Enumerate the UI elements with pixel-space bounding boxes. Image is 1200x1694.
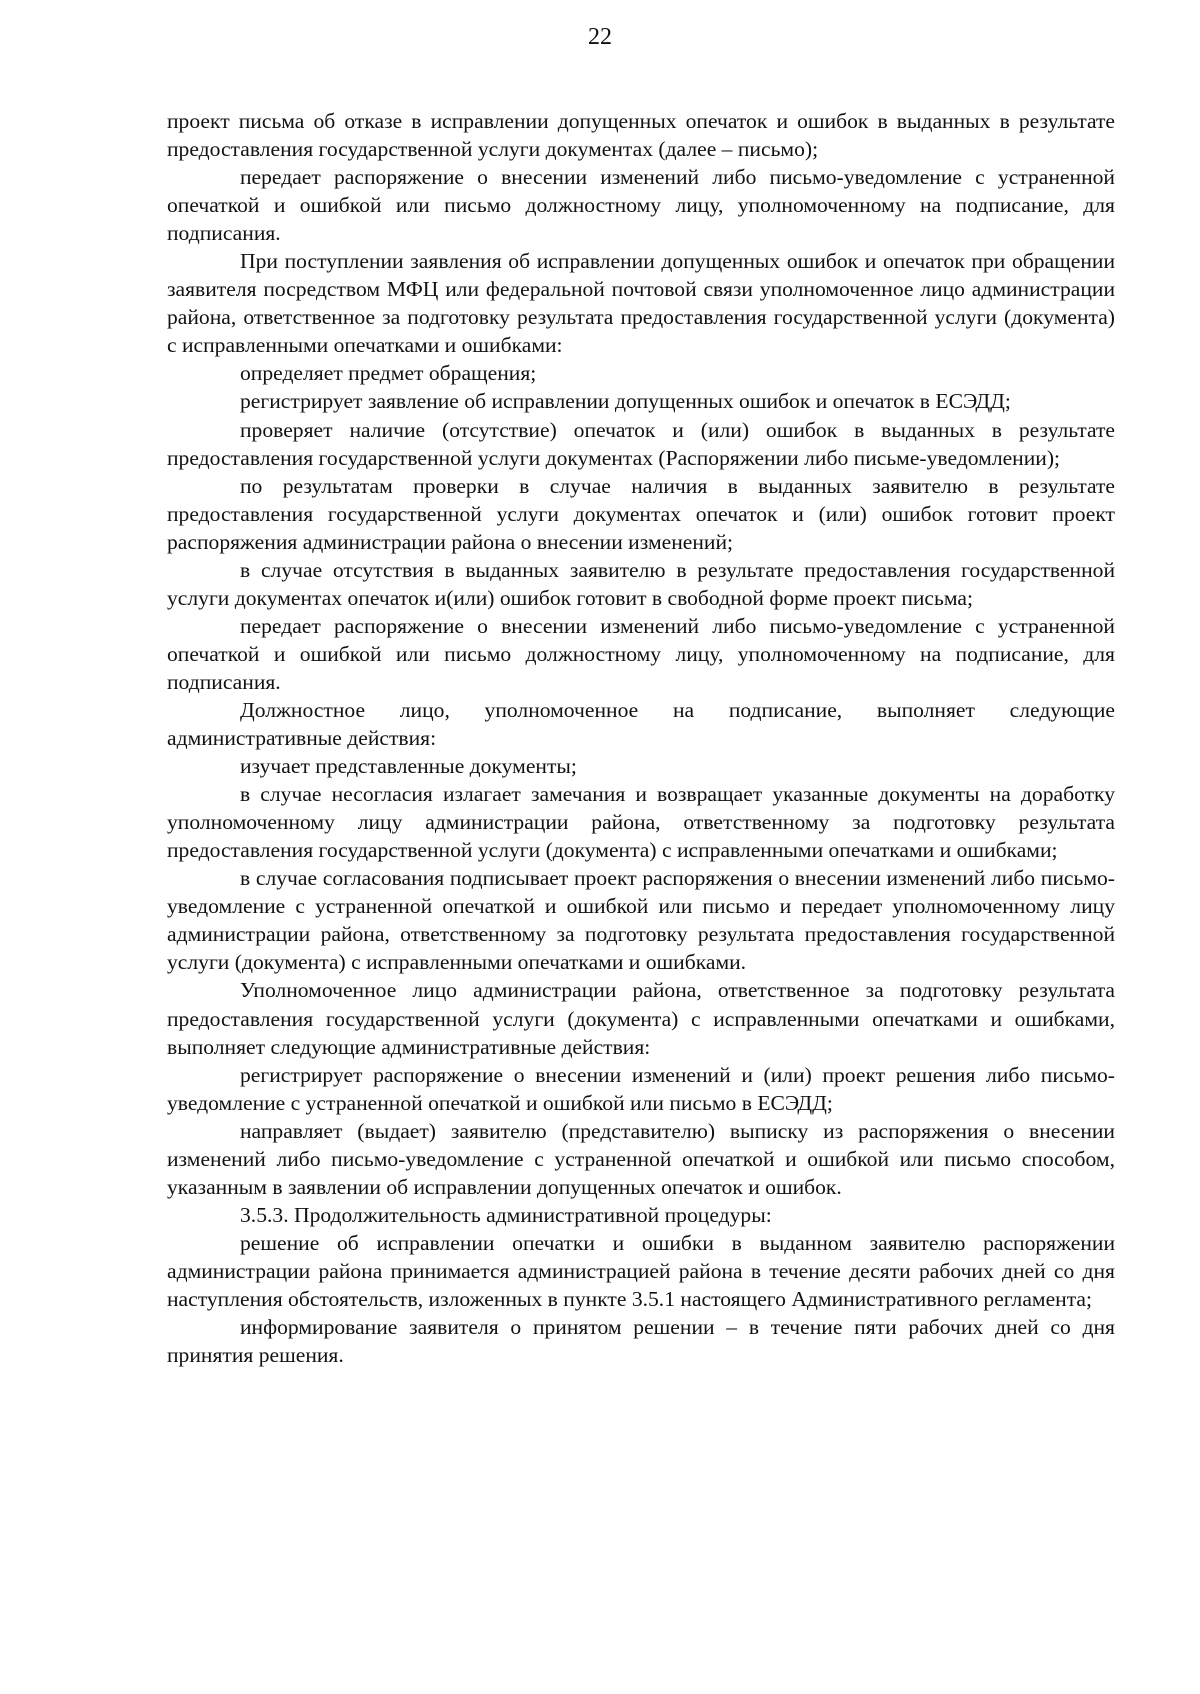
paragraph-3: При поступлении заявления об исправлении допущенных ошибок и опечаток при обращении заявителя посредством МФЦ или федеральной почтовой связи уполномоченное лицо администрации района, ответственное за подготовку результата предоставления государственной услуги (документа) с исправленными опечатками и ошибками: [167, 249, 1115, 358]
paragraph-17: 3.5.3. Продолжительность административной процедуры: [240, 1202, 772, 1227]
paragraph-14: Уполномоченное лицо администрации района, ответственное за подготовку результата предоставления государственной услуги (документа) с исправленными опечатками и ошибками, выполняет следующие административные действия: [167, 978, 1115, 1059]
paragraph-2: передает распоряжение о внесении изменений либо письмо-уведомление с устраненной опечаткой и ошибкой или письмо должностному лицу, уполномоченному на подписание, для подписания. [167, 165, 1115, 246]
paragraph-16: направляет (выдает) заявителю (представителю) выписку из распоряжения о внесении изменений либо письмо-уведомление с устраненной опечаткой и ошибкой или письмо способом, указанным в заявлении об исправлении допущенных опечаток и ошибок. [167, 1118, 1115, 1199]
paragraph-18: решение об исправлении опечатки и ошибки в выданном заявителю распоряжении администрации района принимается администрацией района в течение десяти рабочих дней со дня наступления обстоятельств, изложенных в пункте 3.5.1 настоящего Административного регламента; [167, 1230, 1115, 1311]
paragraph-12: в случае несогласия излагает замечания и возвращает указанные документы на доработку уполномоченному лицу администрации района, ответственному за подготовку результата предоставления государственной услуги (документа) с исправленными опечатками и ошибками; [167, 782, 1115, 863]
paragraph-11: изучает представленные документы; [240, 754, 577, 779]
document-body [167, 107, 1115, 1369]
paragraph-10: Должностное лицо, уполномоченное на подписание, выполняет следующие административные действия: [167, 697, 1115, 751]
paragraph-13: в случае согласования подписывает проект распоряжения о внесении изменений либо письмо-уведомление с устраненной опечаткой и ошибкой или письмо и передает уполномоченному лицу администрации района, ответственному за подготовку результата предоставления государственной услуги (документа) с исправленными опечатками и ошибками. [167, 866, 1115, 975]
paragraph-4: определяет предмет обращения; [240, 361, 537, 386]
paragraph-19: информирование заявителя о принятом решении – в течение пяти рабочих дней со дня принятия решения. [167, 1315, 1115, 1368]
paragraph-1: проект письма об отказе в исправлении допущенных опечаток и ошибок в выданных в результате предоставления государственной услуги документах (далее – письмо); [167, 109, 1115, 162]
paragraph-7: по результатам проверки в случае наличия в выданных заявителю в результате предоставления государственной услуги документах опечаток и (или) ошибок готовит проект распоряжения администрации района о внесении изменений; [167, 473, 1115, 554]
paragraph-5: регистрирует заявление об исправлении допущенных ошибок и опечаток в ЕСЭДД; [240, 389, 1011, 414]
paragraph-6: проверяет наличие (отсутствие) опечаток и (или) ошибок в выданных в результате предоставления государственной услуги документах (Распоряжении либо письме-уведомлении); [167, 417, 1115, 470]
paragraph-8: в случае отсутствия в выданных заявителю в результате предоставления государственной услуги документах опечаток и(или) ошибок готовит в свободной форме проект письма; [167, 557, 1115, 610]
page-number: 22 [588, 24, 612, 50]
paragraph-15: регистрирует распоряжение о внесении изменений и (или) проект решения либо письмо-уведомление с устраненной опечаткой и ошибкой или письмо в ЕСЭДД; [167, 1062, 1115, 1115]
paragraph-9: передает распоряжение о внесении изменений либо письмо-уведомление с устраненной опечаткой и ошибкой или письмо должностному лицу, уполномоченному на подписание, для подписания. [167, 613, 1115, 694]
